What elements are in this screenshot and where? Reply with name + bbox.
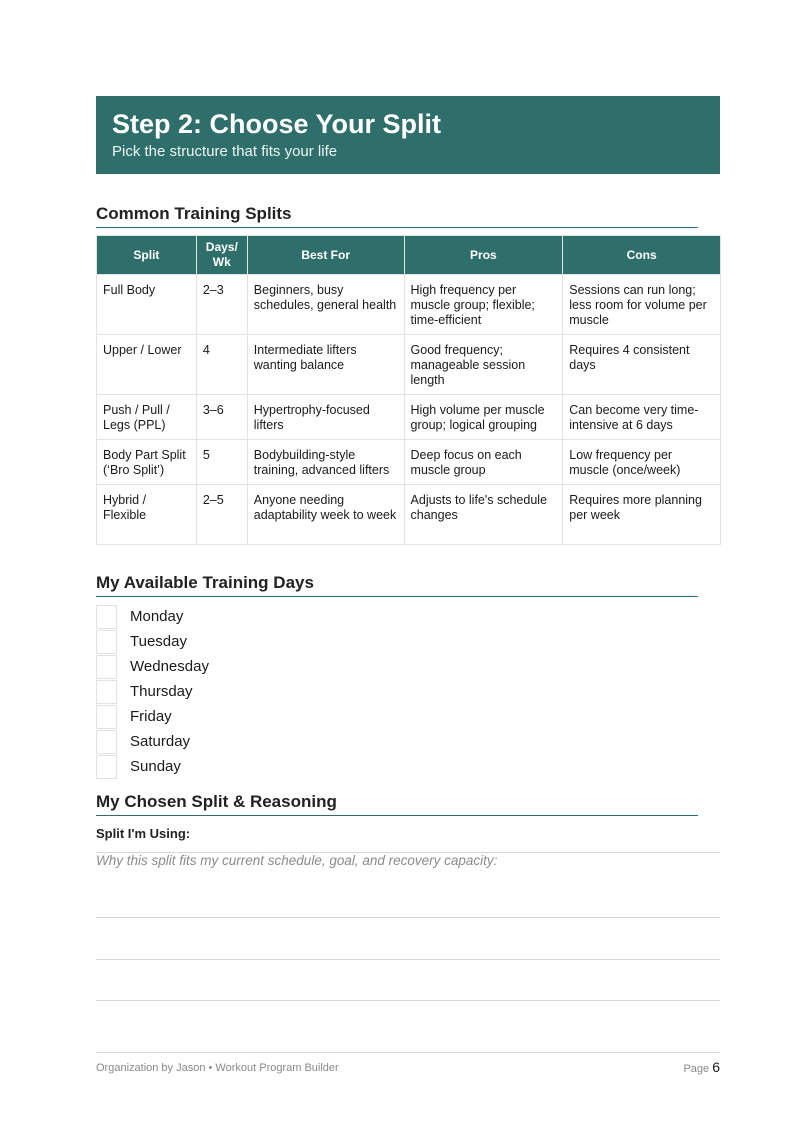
day-option-thursday: [96, 679, 209, 704]
cell-days: 2–5: [196, 485, 247, 545]
chosen-split-heading: My Chosen Split & Reasoning: [96, 791, 698, 816]
monday-checkbox[interactable]: [96, 605, 117, 629]
cell-days: 2–3: [196, 275, 247, 335]
wednesday-checkbox[interactable]: [96, 655, 117, 679]
table-row: [97, 395, 721, 440]
day-label: Tuesday: [130, 633, 187, 650]
cell-split: Push / Pull / Legs (PPL): [97, 395, 197, 440]
sunday-checkbox[interactable]: [96, 755, 117, 779]
day-option-friday: [96, 704, 209, 729]
cell-best-for: Hypertrophy-focused lifters: [247, 395, 404, 440]
table-header-row: [97, 236, 721, 275]
cell-pros: Adjusts to life's schedule changes: [404, 485, 563, 545]
cell-days: 4: [196, 335, 247, 395]
column-header: Best For: [247, 236, 404, 275]
tuesday-checkbox[interactable]: [96, 630, 117, 654]
footer-credit: Organization by Jason • Workout Program Builder: [96, 1062, 339, 1074]
cell-cons: Requires 4 consistent days: [563, 335, 721, 395]
day-label: Sunday: [130, 758, 181, 775]
cell-split: Upper / Lower: [97, 335, 197, 395]
page-indicator: [683, 1059, 720, 1075]
friday-checkbox[interactable]: [96, 705, 117, 729]
column-header: Cons: [563, 236, 721, 275]
cell-cons: Can become very time-intensive at 6 days: [563, 395, 721, 440]
table-row: [97, 440, 721, 485]
training-days-list: [96, 604, 209, 779]
cell-split: Full Body: [97, 275, 197, 335]
column-header: Pros: [404, 236, 563, 275]
column-header: Days/ Wk: [196, 236, 247, 275]
cell-best-for: Anyone needing adaptability week to week: [247, 485, 404, 545]
day-option-wednesday: [96, 654, 209, 679]
day-option-saturday: [96, 729, 209, 754]
writing-line[interactable]: [96, 917, 720, 918]
column-header: Split: [97, 236, 197, 275]
thursday-checkbox[interactable]: [96, 680, 117, 704]
cell-split: Body Part Split (‘Bro Split’): [97, 440, 197, 485]
writing-line[interactable]: [96, 959, 720, 960]
table-row: [97, 335, 721, 395]
cell-cons: Requires more planning per week: [563, 485, 721, 545]
cell-days: 5: [196, 440, 247, 485]
cell-best-for: Bodybuilding-style training, advanced lifters: [247, 440, 404, 485]
training-days-heading: My Available Training Days: [96, 572, 698, 597]
cell-split: Hybrid / Flexible: [97, 485, 197, 545]
reasoning-prompt: Why this split fits my current schedule, goal, and recovery capacity:: [96, 853, 498, 868]
footer-divider: [96, 1052, 720, 1053]
splits-table: [96, 235, 721, 545]
day-option-tuesday: [96, 629, 209, 654]
day-label: Friday: [130, 708, 172, 725]
table-row: [97, 275, 721, 335]
day-label: Thursday: [130, 683, 193, 700]
split-using-label: Split I'm Using:: [96, 826, 191, 841]
day-option-sunday: [96, 754, 209, 779]
page-subtitle: Pick the structure that fits your life: [112, 143, 338, 160]
cell-cons: Sessions can run long; less room for volume per muscle: [563, 275, 721, 335]
day-label: Monday: [130, 608, 184, 625]
cell-pros: High frequency per muscle group; flexible; time-efficient: [404, 275, 563, 335]
table-row: [97, 485, 721, 545]
page-number: 6: [712, 1059, 720, 1075]
cell-cons: Low frequency per muscle (once/week): [563, 440, 721, 485]
saturday-checkbox[interactable]: [96, 730, 117, 754]
header-banner: [96, 96, 720, 174]
cell-pros: High volume per muscle group; logical grouping: [404, 395, 563, 440]
cell-best-for: Intermediate lifters wanting balance: [247, 335, 404, 395]
day-label: Wednesday: [130, 658, 209, 675]
cell-best-for: Beginners, busy schedules, general health: [247, 275, 404, 335]
day-label: Saturday: [130, 733, 191, 750]
splits-heading: Common Training Splits: [96, 203, 698, 228]
cell-days: 3–6: [196, 395, 247, 440]
day-option-monday: [96, 604, 209, 629]
page-title: Step 2: Choose Your Split: [112, 109, 442, 139]
cell-pros: Good frequency; manageable session length: [404, 335, 563, 395]
writing-line[interactable]: [96, 1000, 720, 1001]
cell-pros: Deep focus on each muscle group: [404, 440, 563, 485]
page-label: Page: [683, 1063, 710, 1075]
